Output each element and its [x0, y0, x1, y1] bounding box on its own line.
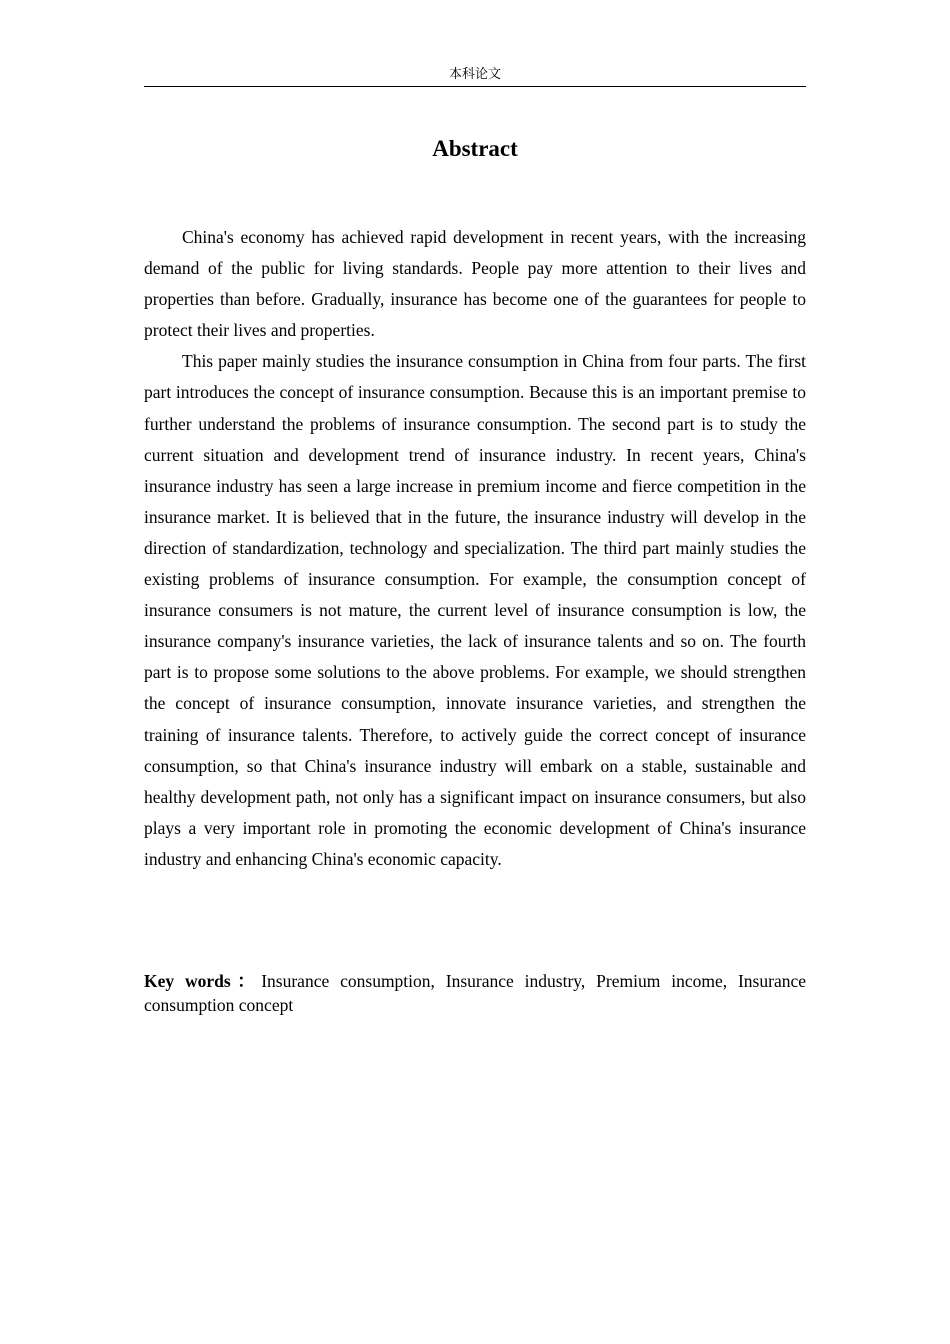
keywords-label: Key words： [144, 971, 262, 991]
abstract-paragraph: China's economy has achieved rapid development in recent years, with the increasing demand of the public for living standards. People pay more attention to their lives and properties than before. Gradually, insurance has become one of the guarantees for people to protect their lives and properties. [144, 227, 806, 341]
keywords-line [144, 969, 806, 1017]
abstract-paragraph: This paper mainly studies the insurance consumption in China from four parts. The first part introduces the concept of insurance consumption. Because this is an important premise to further understand the problems of insurance consumption. The second part is to study the current situation and development trend of insurance industry. In recent years, China's insurance industry has seen a large increase in premium income and fierce competition in the insurance market. It is believed that in the future, the insurance industry will develop in the direction of standardization, technology and specialization. The third part mainly studies the existing problems of insurance consumption. For example, the consumption concept of insurance consumers is not mature, the current level of insurance consumption is low, the insurance company's insurance varieties, the lack of insurance talents and so on. The fourth part is to propose some solutions to the above problems. For example, we should strengthen the concept of insurance consumption, innovate insurance varieties, and strengthen the training of insurance talents. Therefore, to actively guide the correct concept of insurance consumption, so that China's insurance industry will embark on a stable, sustainable and healthy development path, not only has a significant impact on insurance consumers, but also plays a very important role in promoting the economic development of China's insurance industry and enhancing China's economic capacity. [144, 351, 806, 869]
abstract-body [144, 222, 806, 875]
abstract-title: Abstract [432, 136, 518, 161]
keywords-list: Insurance consumption, Insurance industry, Premium income, Insurance consumption concept [144, 971, 806, 1015]
header-rule [144, 86, 806, 87]
running-header: 本科论文 [448, 67, 501, 82]
